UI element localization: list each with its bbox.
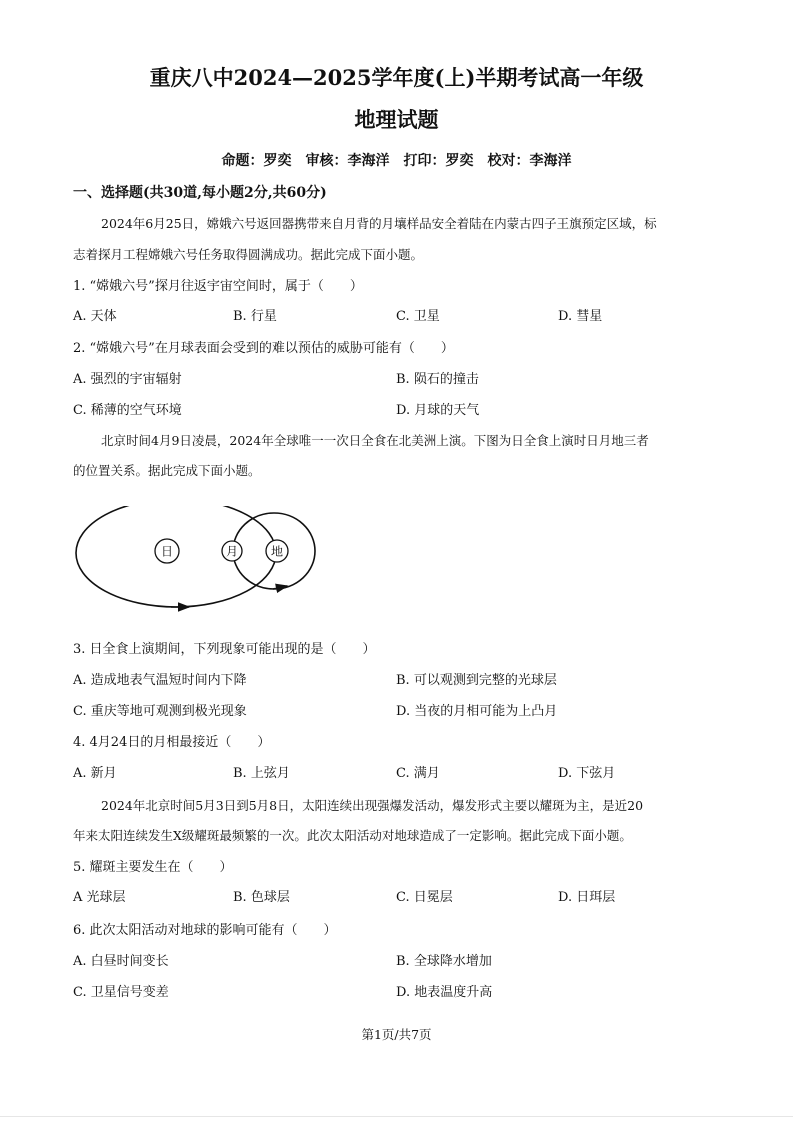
question-1-option-a: A. 天体 (73, 309, 117, 324)
question-5-option-b: B. 色球层 (233, 890, 290, 905)
question-2-option-d: D. 月球的天气 (396, 403, 480, 418)
moon-label: 月 (225, 544, 239, 559)
question-1-option-c: C. 卫星 (396, 309, 440, 324)
question-1-stem: 1. “嫦娥六号”探月往返宇宙空间时，属于（ ） (73, 279, 363, 294)
passage-3-line-2: 年来太阳连续发生X级耀斑最频繁的一次。此次太阳活动对地球造成了一定影响。据此完成下面小题。 (73, 828, 632, 843)
question-1-option-d: D. 彗星 (558, 309, 603, 324)
passage-2-line-2: 的位置关系。据此完成下面小题。 (73, 463, 261, 478)
question-4-option-d: D. 下弦月 (558, 766, 616, 781)
sun-moon-earth-diagram (73, 506, 323, 614)
question-6-option-a: A. 白昼时间变长 (73, 954, 169, 969)
authors-line: 命题：罗奕 审核：李海洋 打印：罗奕 校对：李海洋 (221, 153, 572, 169)
question-6-stem: 6. 此次太阳活动对地球的影响可能有（ ） (73, 923, 337, 938)
question-5-option-a: A 光球层 (73, 890, 126, 905)
passage-2-line-1: 北京时间4月9日凌晨，2024年全球唯一一次日全食在北美洲上演。下图为日全食上演时日月地三者 (101, 433, 649, 448)
sun-label: 日 (160, 544, 174, 559)
question-4-option-a: A. 新月 (73, 766, 117, 781)
subject-title: 地理试题 (354, 107, 439, 132)
question-4-option-c: C. 满月 (396, 766, 440, 781)
page-bottom-divider (0, 1116, 793, 1117)
passage-3-line-1: 2024年北京时间5月3日到5月8日，太阳连续出现强爆发活动，爆发形式主要以耀斑为主，是近20 (101, 798, 644, 813)
earth-icon (266, 540, 288, 562)
question-1-option-b: B. 行星 (233, 309, 277, 324)
question-4-stem: 4. 4月24日的月相最接近（ ） (73, 735, 271, 750)
question-3-option-a: A. 造成地表气温短时间内下降 (73, 673, 247, 688)
question-6-option-d: D. 地表温度升高 (396, 985, 493, 1000)
question-2-option-a: A. 强烈的宇宙辐射 (73, 372, 182, 387)
question-3-option-c: C. 重庆等地可观测到极光现象 (73, 704, 247, 719)
passage-1-line-2: 志着探月工程嫦娥六号任务取得圆满成功。据此完成下面小题。 (73, 247, 424, 262)
page-number: 第1页/共7页 (361, 1027, 432, 1042)
question-3-stem: 3. 日全食上演期间，下列现象可能出现的是（ ） (73, 642, 376, 657)
question-4-option-b: B. 上弦月 (233, 766, 290, 781)
question-5-option-c: C. 日冕层 (396, 890, 453, 905)
question-5-option-d: D. 日珥层 (558, 890, 616, 905)
question-5-stem: 5. 耀斑主要发生在（ ） (73, 860, 233, 875)
sun-icon (155, 539, 179, 563)
exam-title: 重庆八中2024—2025学年度(上)半期考试高一年级 (149, 65, 644, 90)
question-2-option-c: C. 稀薄的空气环境 (73, 403, 182, 418)
section-heading: 一、选择题(共30道,每小题2分,共60分) (73, 185, 327, 201)
question-6-option-b: B. 全球降水增加 (396, 954, 492, 969)
earth-label: 地 (270, 544, 284, 559)
question-2-option-b: B. 陨石的撞击 (396, 372, 479, 387)
question-6-option-c: C. 卫星信号变差 (73, 985, 169, 1000)
moon-icon (222, 541, 242, 561)
passage-1-line-1: 2024年6月25日，嫦娥六号返回器携带来自月背的月壤样品安全着陆在内蒙古四子王旗预定区域，标 (101, 216, 657, 231)
question-2-stem: 2. “嫦娥六号”在月球表面会受到的难以预估的威胁可能有（ ） (73, 341, 454, 356)
question-3-option-d: D. 当夜的月相可能为上凸月 (396, 704, 558, 719)
question-3-option-b: B. 可以观测到完整的光球层 (396, 673, 557, 688)
